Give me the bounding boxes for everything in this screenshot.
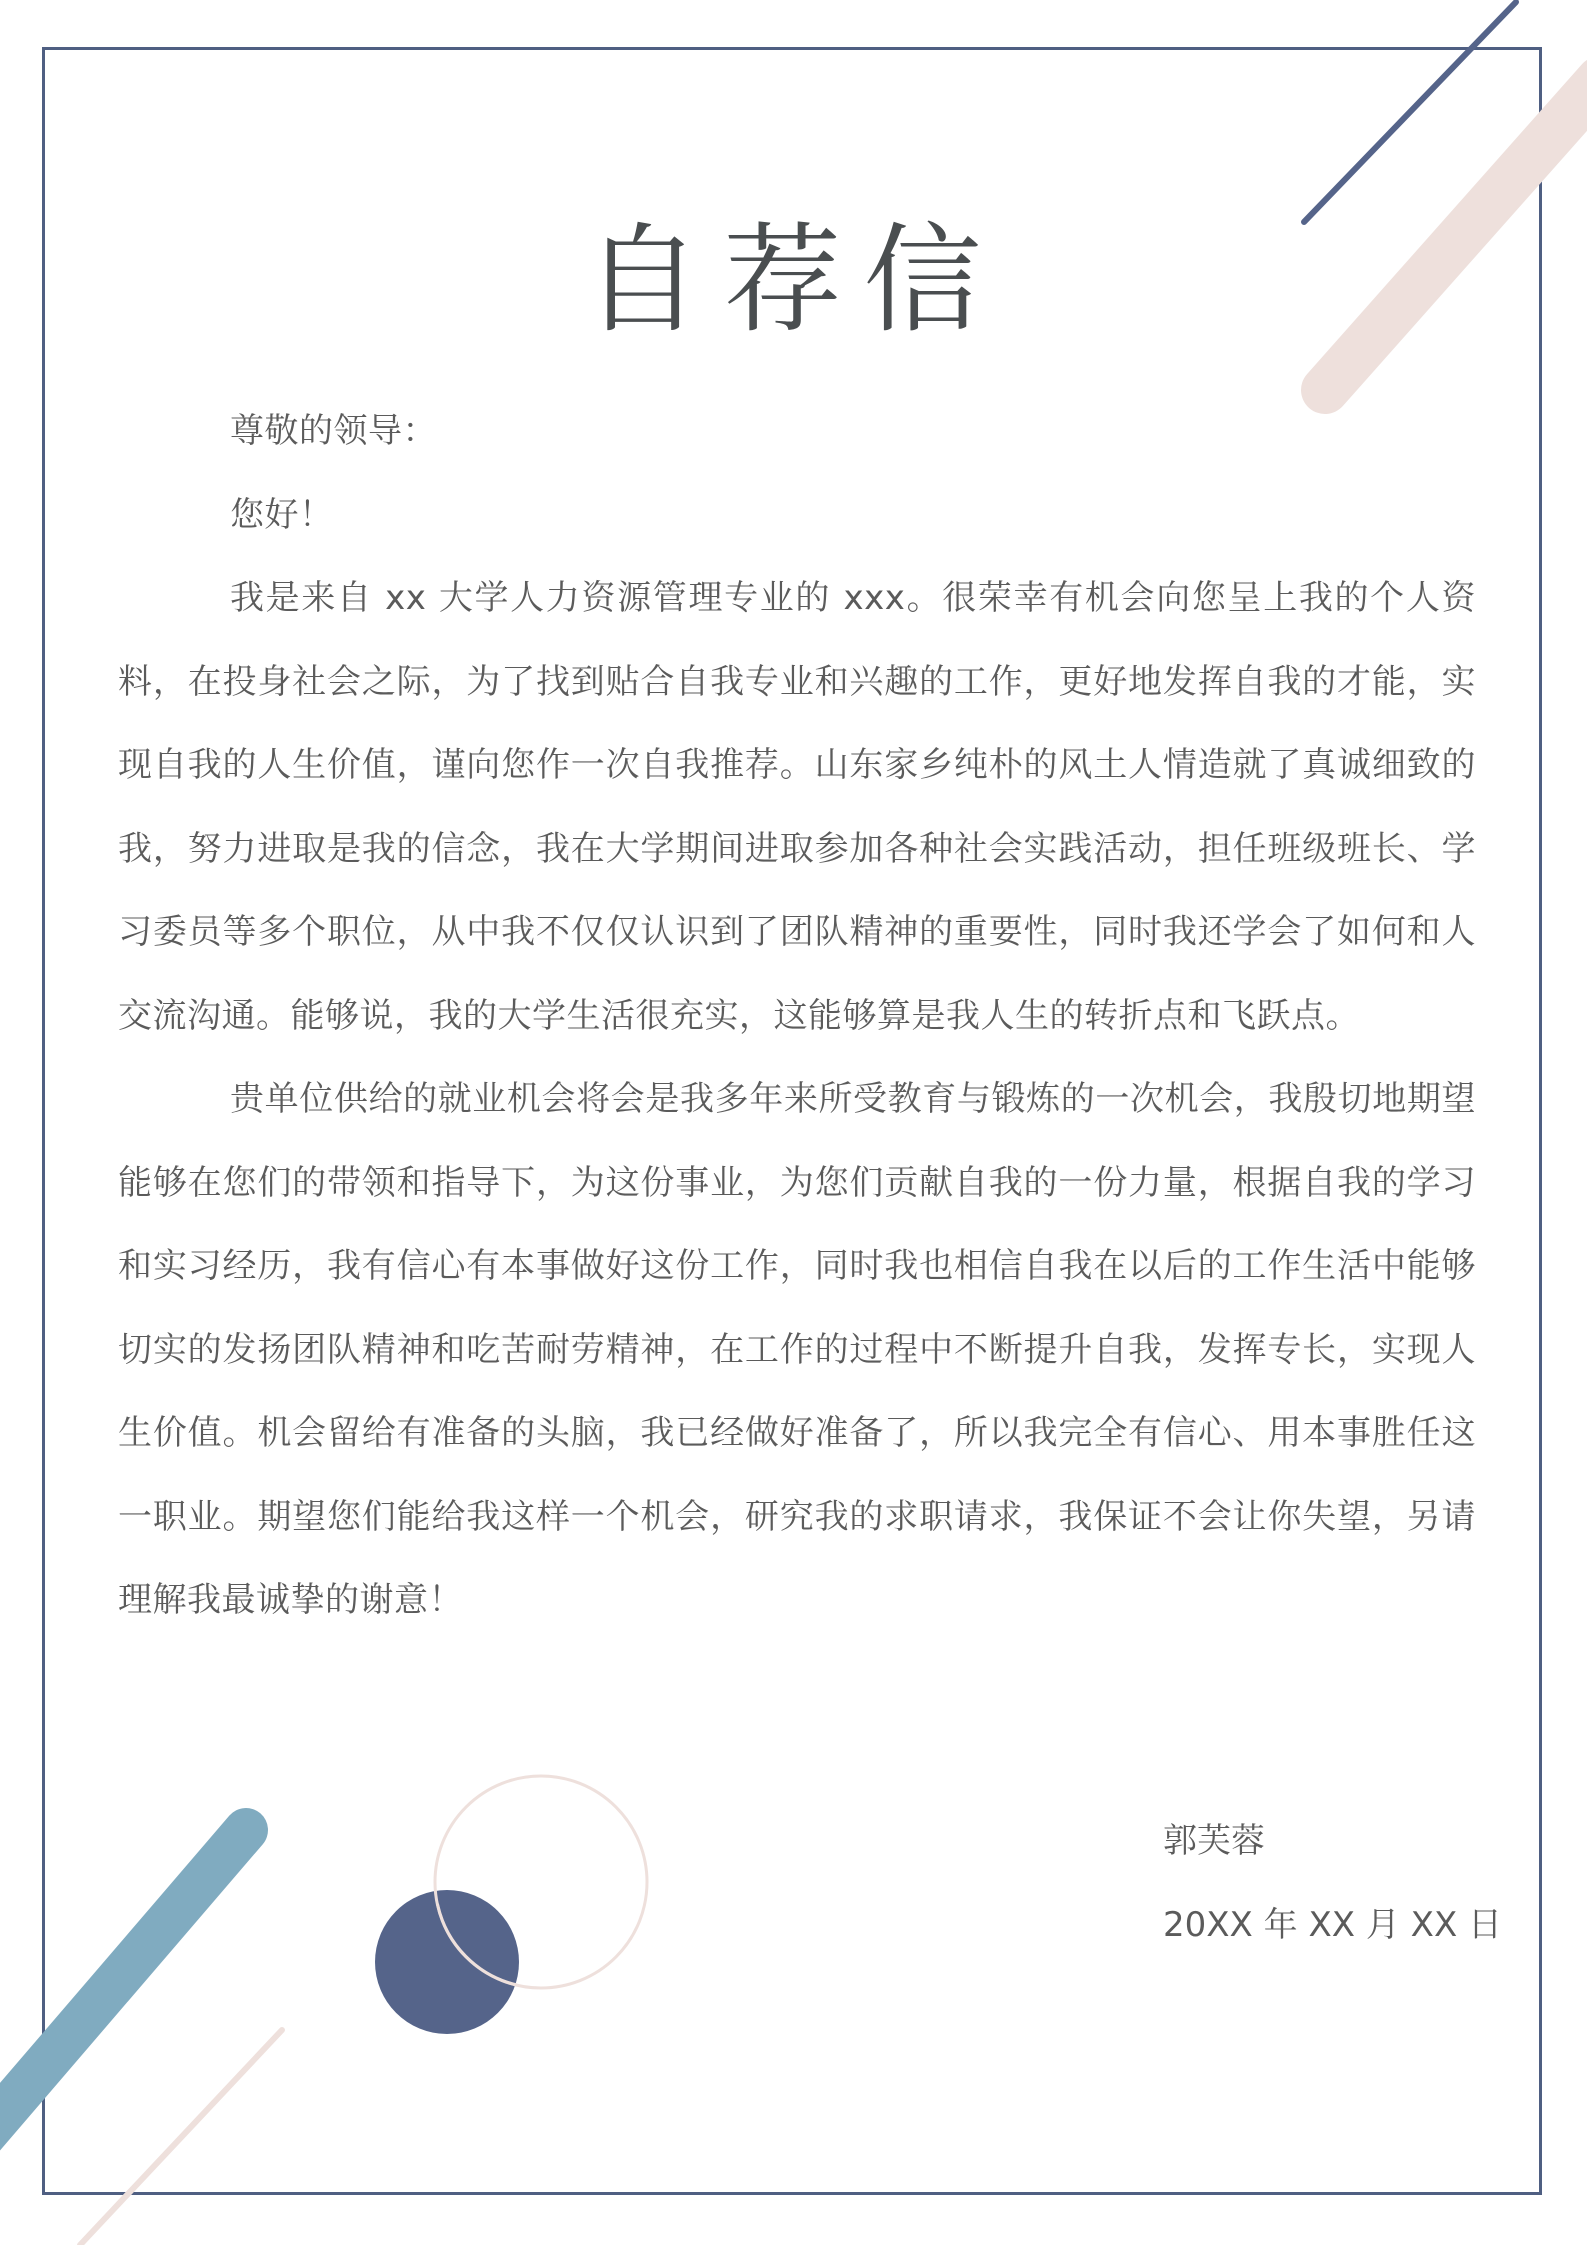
signature-name: 郭芙蓉 xyxy=(1163,1821,1265,1861)
paragraph-intro: 我是来自 xx 大学人力资源管理专业的 xxx。很荣幸有机会向您呈上我的个人资料，在投身社会之际，为了找到贴合自我专业和兴趣的工作，更好地发挥自我的才能，实现自我的人生价值，谨向您作一次自我推荐。山东家乡纯朴的风土人情造就了真诚细致的我，努力进取是我的信念，我在大学期间进取参加各种社会实践活动，担任班级班长、学习委员等多个职位，从中我不仅仅认识到了团队精神的重要性，同时我还学会了如何和人交流沟通。能够说，我的大学生活很充实，这能够算是我人生的转折点和飞跃点。 xyxy=(118,578,1476,1036)
letter-body xyxy=(118,390,1476,1643)
signature-date: 20XX 年 XX 月 XX 日 xyxy=(1163,1904,1503,1945)
paragraph-closing: 贵单位供给的就业机会将会是我多年来所受教育与锻炼的一次机会，我殷切地期望能够在您们的带领和指导下，为这份事业，为您们贡献自我的一份力量，根据自我的学习和实习经历，我有信心有本事做好这份工作，同时我也相信自我在以后的工作生活中能够切实的发扬团队精神和吃苦耐劳精神，在工作的过程中不断提升自我，发挥专长，实现人生价值。机会留给有准备的头脑，我已经做好准备了，所以我完全有信心、用本事胜任这一职业。期望您们能给我这样一个机会，研究我的求职请求，我保证不会让你失望，另请理解我最诚挚的谢意！ xyxy=(118,1079,1476,1620)
signature-block xyxy=(1163,1800,1502,1967)
greeting: 您好！ xyxy=(230,494,334,535)
page-title: 自荐信 xyxy=(583,211,1004,349)
salutation: 尊敬的领导： xyxy=(230,411,437,451)
